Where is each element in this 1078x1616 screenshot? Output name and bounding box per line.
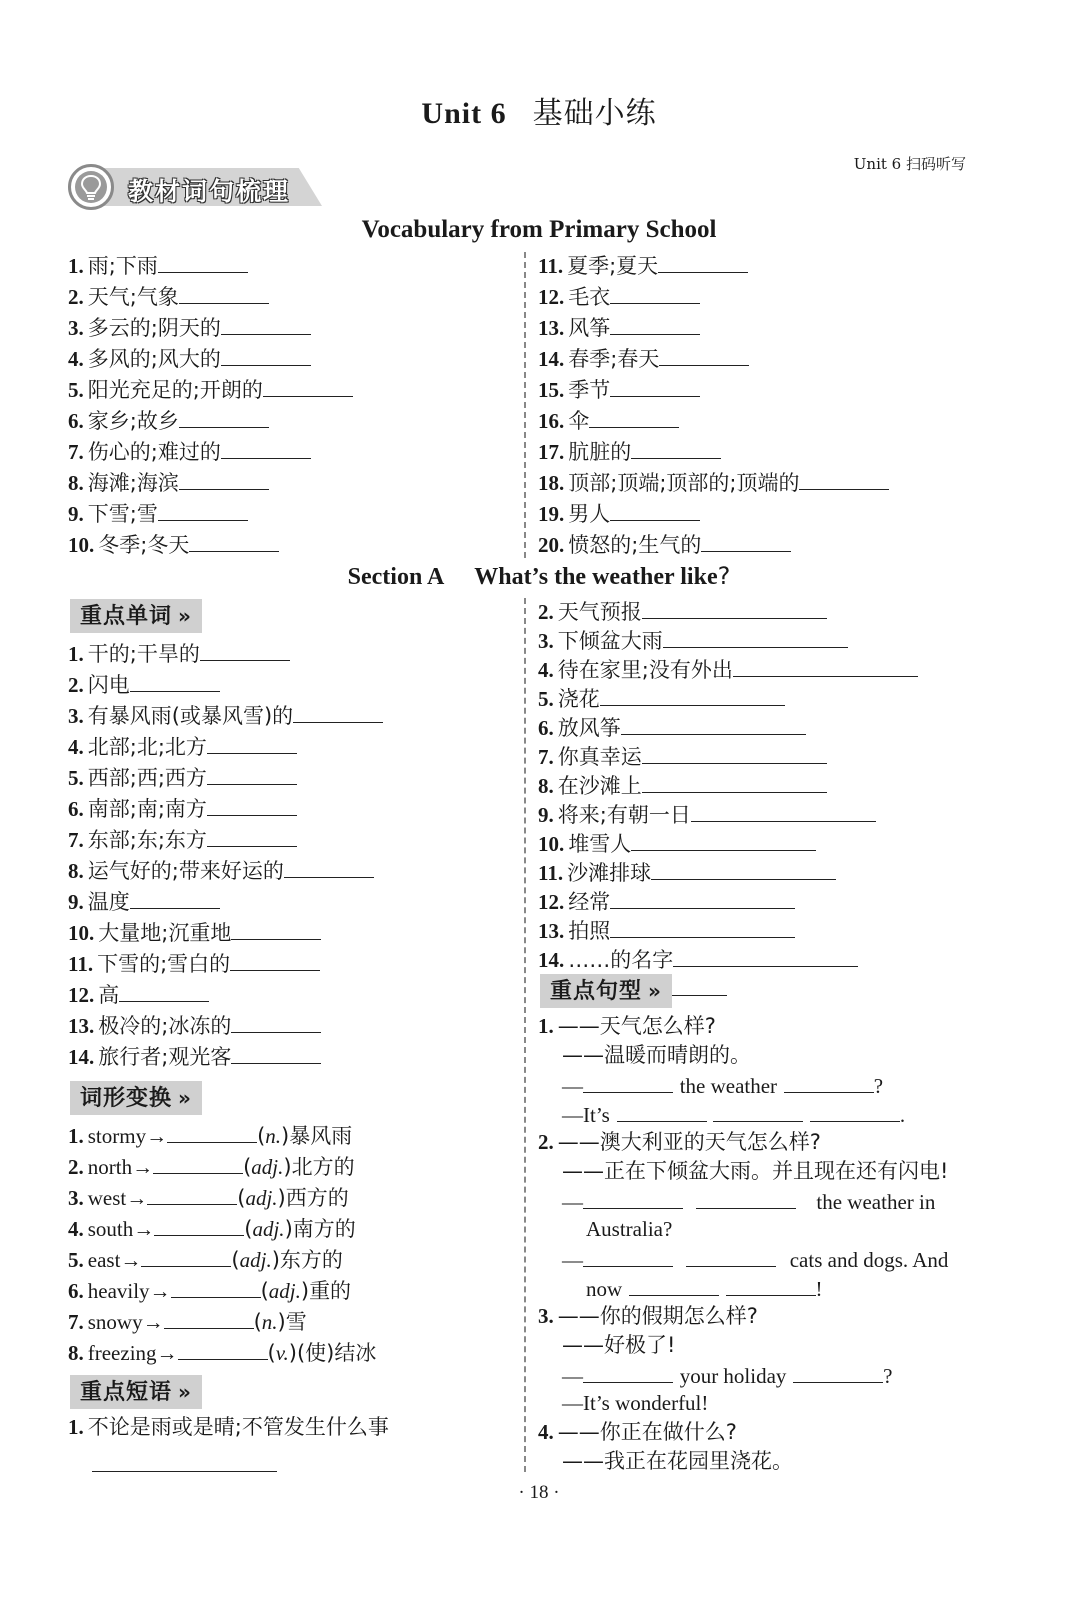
answer-blank[interactable] xyxy=(583,1360,673,1383)
sentence-english: — cats and dogs. And xyxy=(538,1244,978,1273)
list-item: 15. 季节 xyxy=(538,374,889,405)
list-item: 14. 春季;春天 xyxy=(538,343,889,374)
list-item: 2. north→ (adj.)北方的 xyxy=(68,1151,376,1182)
list-item: 16. 伞 xyxy=(538,405,889,436)
list-item: 18. 顶部;顶端;顶部的;顶端的 xyxy=(538,467,889,498)
answer-blank[interactable] xyxy=(631,828,816,851)
section-a-question: What’s the weather like xyxy=(474,564,718,590)
list-item: 9. 下雪;雪 xyxy=(68,498,353,529)
list-item: 6. heavily→ (adj.)重的 xyxy=(68,1275,376,1306)
chevron-icon: » xyxy=(178,1086,192,1110)
lightbulb-icon xyxy=(80,174,102,202)
list-item: 4. 多风的;风大的 xyxy=(68,343,353,374)
answer-blank[interactable] xyxy=(733,654,918,677)
list-item: 4. 待在家里;没有外出 xyxy=(538,654,918,683)
answer-blank[interactable] xyxy=(583,1244,673,1267)
answer-blank[interactable] xyxy=(221,312,311,335)
answer-blank[interactable] xyxy=(673,944,858,967)
answer-blank[interactable] xyxy=(713,1099,803,1122)
answer-blank[interactable] xyxy=(610,886,795,909)
list-item: 17. 肮脏的 xyxy=(538,436,889,467)
sentence-question: 2. ——澳大利亚的天气怎么样? xyxy=(538,1130,821,1154)
list-item: 14. 旅行者;观光客 xyxy=(68,1041,383,1072)
answer-blank[interactable] xyxy=(659,343,749,366)
list-item: 5. 阳光充足的;开朗的 xyxy=(68,374,353,405)
sentence-question: 1. ——天气怎么样? xyxy=(538,1014,716,1038)
answer-blank[interactable] xyxy=(610,374,700,397)
answer-blank[interactable] xyxy=(658,250,748,273)
list-item: 3. 下倾盆大雨 xyxy=(538,625,918,654)
answer-blank[interactable] xyxy=(154,1213,244,1236)
tag-word-forms: 词形变换 » xyxy=(70,1081,202,1115)
list-item: 4. south→ (adj.)南方的 xyxy=(68,1213,376,1244)
answer-blank[interactable] xyxy=(293,700,383,723)
answer-blank[interactable] xyxy=(610,281,700,304)
answer-blank[interactable] xyxy=(153,1151,243,1174)
list-item: 11. 沙滩排球 xyxy=(538,857,918,886)
list-item: 10. 堆雪人 xyxy=(538,828,918,857)
sentence-english: Australia? xyxy=(586,1217,673,1241)
answer-blank[interactable] xyxy=(784,1070,874,1093)
list-item: 12. 毛衣 xyxy=(538,281,889,312)
sentence-english: —It’s . xyxy=(538,1099,978,1128)
section-vocab-heading: Vocabulary from Primary School xyxy=(361,216,717,243)
list-item: 14. ……的名字 xyxy=(538,944,918,973)
answer-blank[interactable] xyxy=(221,436,311,459)
answer-blank[interactable] xyxy=(583,1186,683,1209)
list-item: 8. freezing→ (v.)(使)结冰 xyxy=(68,1337,376,1368)
answer-blank[interactable] xyxy=(610,312,700,335)
section-a-qmark: ? xyxy=(717,562,731,590)
tag-key-words: 重点单词 » xyxy=(70,599,202,633)
answer-blank[interactable] xyxy=(171,1275,261,1298)
list-item: 13. 极冷的;冰冻的 xyxy=(68,1010,383,1041)
chevron-icon: » xyxy=(648,979,662,1003)
list-item: 4. 北部;北;北方 xyxy=(68,731,383,762)
answer-blank[interactable] xyxy=(610,498,700,521)
answer-blank[interactable] xyxy=(799,467,889,490)
banner-label: 教材词句梳理 xyxy=(128,177,291,206)
answer-blank[interactable] xyxy=(696,1186,796,1209)
list-item: 7. 东部;东;东方 xyxy=(68,824,383,855)
list-item: 3. west→ (adj.)西方的 xyxy=(68,1182,376,1213)
answer-blank[interactable] xyxy=(207,793,297,816)
list-item: 8. 海滩;海滨 xyxy=(68,467,353,498)
sentence-english: now ! xyxy=(538,1273,978,1302)
answer-blank[interactable] xyxy=(207,824,297,847)
list-item: 6. 家乡;故乡 xyxy=(68,405,353,436)
list-item: 6. 南部;南;南方 xyxy=(68,793,383,824)
list-item: 12. 高 xyxy=(68,979,383,1010)
key-sentences xyxy=(538,1012,978,1476)
answer-blank[interactable] xyxy=(207,731,297,754)
answer-blank[interactable] xyxy=(617,1099,707,1122)
answer-blank[interactable] xyxy=(179,467,269,490)
key-phrases-right-list xyxy=(538,596,918,1002)
list-item: 11. 夏季;夏天 xyxy=(538,250,889,281)
list-item: 5. 西部;西;西方 xyxy=(68,762,383,793)
answer-blank[interactable] xyxy=(810,1099,900,1122)
list-item: 11. 下雪的;雪白的 xyxy=(68,948,383,979)
answer-blank[interactable] xyxy=(793,1360,883,1383)
answer-blank[interactable] xyxy=(621,712,806,735)
answer-blank[interactable] xyxy=(200,638,290,661)
list-item: 20. 愤怒的;生气的 xyxy=(538,529,889,560)
scan-note: Unit 6 扫码听写 xyxy=(853,155,966,173)
sentence-answer: ——温暖而晴朗的。 xyxy=(562,1043,751,1067)
sentence-english: — the weather in xyxy=(538,1186,978,1215)
sentence-question: 4. ——你正在做什么? xyxy=(538,1420,737,1444)
page-number: · 18 · xyxy=(518,1482,560,1503)
list-item: 2. 天气预报 xyxy=(538,596,918,625)
answer-blank[interactable] xyxy=(158,498,248,521)
answer-blank[interactable] xyxy=(231,917,321,940)
tag-key-phrases: 重点短语 » xyxy=(70,1375,202,1409)
list-item: 3. 多云的;阴天的 xyxy=(68,312,353,343)
answer-blank[interactable] xyxy=(686,1244,776,1267)
answer-blank[interactable] xyxy=(642,596,827,619)
tag-key-sentences: 重点句型 » xyxy=(540,974,672,1008)
answer-blank[interactable] xyxy=(179,405,269,428)
answer-blank[interactable] xyxy=(92,1449,277,1472)
list-item: 3. 有暴风雨(或暴风雪)的 xyxy=(68,700,383,731)
banner-circle xyxy=(68,164,114,210)
list-item: 13. 风筝 xyxy=(538,312,889,343)
answer-blank[interactable] xyxy=(691,799,876,822)
answer-blank[interactable] xyxy=(167,1120,257,1143)
vocab-right-list xyxy=(538,250,889,560)
word-forms-list xyxy=(68,1120,376,1368)
chevron-icon: » xyxy=(178,604,192,628)
answer-blank[interactable] xyxy=(221,343,311,366)
answer-blank[interactable] xyxy=(663,625,848,648)
answer-blank[interactable] xyxy=(231,1041,321,1064)
answer-blank[interactable] xyxy=(158,250,248,273)
answer-blank[interactable] xyxy=(130,886,220,909)
answer-blank[interactable] xyxy=(231,1010,321,1033)
list-item: 6. 放风筝 xyxy=(538,712,918,741)
answer-blank[interactable] xyxy=(284,855,374,878)
answer-blank[interactable] xyxy=(130,669,220,692)
answer-blank[interactable] xyxy=(583,1070,673,1093)
list-item-blank-line xyxy=(68,1449,389,1480)
answer-blank[interactable] xyxy=(164,1306,254,1329)
list-item: 10. 冬季;冬天 xyxy=(68,529,353,560)
answer-blank[interactable] xyxy=(600,683,785,706)
answer-blank[interactable] xyxy=(189,529,279,552)
list-item: 7. 伤心的;难过的 xyxy=(68,436,353,467)
list-item: 9. 将来;有朝一日 xyxy=(538,799,918,828)
list-item: 7. 你真幸运 xyxy=(538,741,918,770)
answer-blank[interactable] xyxy=(147,1182,237,1205)
answer-blank[interactable] xyxy=(178,1337,268,1360)
list-item: 1. 不论是雨或是晴;不管发生什么事 xyxy=(68,1415,389,1439)
sentence-answer: ——好极了! xyxy=(562,1333,676,1357)
sentence-english: — the weather ? xyxy=(538,1070,978,1099)
answer-blank[interactable] xyxy=(207,762,297,785)
answer-blank[interactable] xyxy=(119,979,209,1002)
column-divider-top xyxy=(524,252,526,558)
section-a-label: Section A xyxy=(347,564,445,590)
answer-blank[interactable] xyxy=(631,436,721,459)
answer-blank[interactable] xyxy=(141,1244,231,1267)
sentence-answer: ——正在下倾盆大雨。并且现在还有闪电! xyxy=(562,1159,949,1183)
answer-blank[interactable] xyxy=(179,281,269,304)
sentence-english: — your holiday ? xyxy=(538,1360,978,1389)
answer-blank[interactable] xyxy=(610,915,795,938)
list-item: 8. 运气好的;带来好运的 xyxy=(68,855,383,886)
chevron-icon: » xyxy=(178,1380,192,1404)
key-phrases-left-list xyxy=(68,1412,389,1480)
answer-blank[interactable] xyxy=(629,1273,719,1296)
answer-blank[interactable] xyxy=(263,374,353,397)
page-title xyxy=(0,88,1078,132)
list-item: 13. 拍照 xyxy=(538,915,918,944)
list-item: 1. 干的;干旱的 xyxy=(68,638,383,669)
section-banner xyxy=(66,162,322,212)
list-item: 10. 大量地;沉重地 xyxy=(68,917,383,948)
answer-blank[interactable] xyxy=(651,857,836,880)
answer-blank[interactable] xyxy=(642,770,827,793)
list-item: 5. east→ (adj.)东方的 xyxy=(68,1244,376,1275)
list-item: 2. 天气;气象 xyxy=(68,281,353,312)
list-item: 2. 闪电 xyxy=(68,669,383,700)
list-item: 1. 雨;下雨 xyxy=(68,250,353,281)
title-unit: Unit 6 xyxy=(421,97,507,130)
column-divider-bottom xyxy=(524,598,526,1472)
key-words-list xyxy=(68,638,383,1072)
answer-blank[interactable] xyxy=(726,1273,816,1296)
section-a-heading xyxy=(0,562,1078,591)
answer-blank[interactable] xyxy=(230,948,320,971)
list-item: 1. stormy→ (n.)暴风雨 xyxy=(68,1120,376,1151)
vocab-left-list xyxy=(68,250,353,560)
answer-blank[interactable] xyxy=(589,405,679,428)
list-item: 19. 男人 xyxy=(538,498,889,529)
list-item: 12. 经常 xyxy=(538,886,918,915)
list-item: 7. snowy→ (n.)雪 xyxy=(68,1306,376,1337)
title-cn: 基础小练 xyxy=(532,96,657,131)
list-item: 8. 在沙滩上 xyxy=(538,770,918,799)
sentence-question: 3. ——你的假期怎么样? xyxy=(538,1304,758,1328)
list-item: 9. 温度 xyxy=(68,886,383,917)
list-item: 5. 浇花 xyxy=(538,683,918,712)
sentence-answer: ——我正在花园里浇花。 xyxy=(562,1449,793,1473)
sentence-english: —It’s wonderful! xyxy=(562,1391,709,1415)
answer-blank[interactable] xyxy=(642,741,827,764)
answer-blank[interactable] xyxy=(701,529,791,552)
